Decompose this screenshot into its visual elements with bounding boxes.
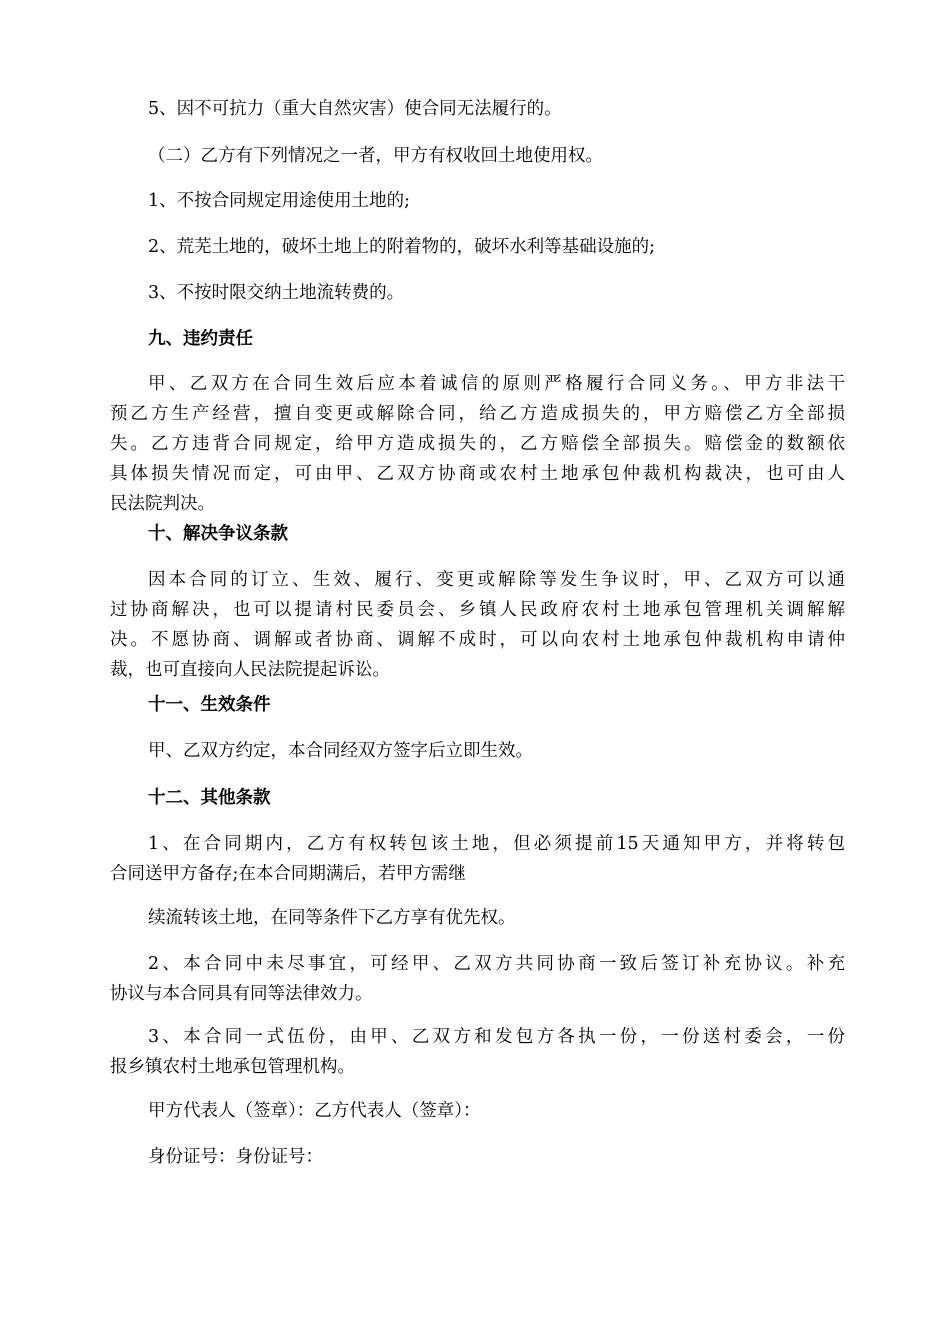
other-terms-continuation: 续流转该土地，在同等条件下乙方享有优先权。 bbox=[148, 908, 516, 928]
paragraph-line: 具体损失情况而定，可由甲、乙双方协商或农村土地承包仲裁机构裁决，也可由人 bbox=[110, 464, 845, 484]
other-terms-item-3 bbox=[110, 1022, 845, 1082]
section-heading-12: 十二、其他条款 bbox=[148, 788, 271, 808]
section-heading-11: 十一、生效条件 bbox=[148, 695, 271, 715]
section-heading-9: 九、违约责任 bbox=[148, 329, 253, 349]
paragraph-line: 3、本合同一式伍份，由甲、乙双方和发包方各执一份，一份送村委会，一份 bbox=[148, 1027, 845, 1047]
dispute-resolution-paragraph bbox=[110, 565, 845, 685]
clause-item-3: 3、不按时限交纳土地流转费的。 bbox=[148, 283, 405, 303]
section-heading-10: 十、解决争议条款 bbox=[148, 524, 288, 544]
paragraph-line: 预乙方生产经营，擅自变更或解除合同，给乙方造成损失的，甲方赔偿乙方全部损 bbox=[110, 404, 845, 424]
paragraph-line: 失。乙方违背合同规定，给甲方造成损失的，乙方赔偿全部损失。赔偿金的数额依 bbox=[110, 434, 845, 454]
paragraph-line: 决。不愿协商、调解或者协商、调解不成时，可以向农村土地承包仲裁机构申请仲 bbox=[110, 630, 845, 650]
signature-line: 甲方代表人（签章）：乙方代表人（签章）： bbox=[148, 1101, 481, 1121]
clause-item-5: 5、因不可抗力（重大自然灾害）使合同无法履行的。 bbox=[148, 99, 562, 119]
other-terms-item-2 bbox=[110, 949, 845, 1009]
clause-subsection-2: （二）乙方有下列情况之一者，甲方有权收回土地使用权。 bbox=[148, 146, 603, 166]
paragraph-line: 甲、乙双方在合同生效后应本着诚信的原则严格履行合同义务。、甲方非法干 bbox=[148, 374, 845, 394]
other-terms-item-1 bbox=[110, 829, 845, 889]
paragraph-line: 合同送甲方备存;在本合同期满后，若甲方需继 bbox=[110, 864, 466, 884]
paragraph-line: 裁，也可直接向人民法院提起诉讼。 bbox=[110, 660, 390, 680]
clause-item-1: 1、不按合同规定用途使用土地的; bbox=[148, 191, 411, 211]
id-number-line: 身份证号：身份证号： bbox=[148, 1147, 323, 1167]
breach-liability-paragraph bbox=[110, 369, 845, 519]
paragraph-line: 报乡镇农村土地承包管理机构。 bbox=[110, 1057, 355, 1077]
paragraph-line: 1、在合同期内，乙方有权转包该土地，但必须提前15天通知甲方，并将转包 bbox=[148, 834, 845, 854]
paragraph-line: 过协商解决，也可以提请村民委员会、乡镇人民政府农村土地承包管理机关调解解 bbox=[110, 600, 845, 620]
effective-condition-text: 甲、乙双方约定，本合同经双方签字后立即生效。 bbox=[148, 741, 533, 761]
clause-item-2: 2、荒芜土地的，破坏土地上的附着物的，破坏水利等基础设施的; bbox=[148, 237, 656, 257]
paragraph-line: 因本合同的订立、生效、履行、变更或解除等发生争议时，甲、乙双方可以通 bbox=[148, 570, 845, 590]
paragraph-line: 民法院判决。 bbox=[110, 494, 215, 514]
paragraph-line: 协议与本合同具有同等法律效力。 bbox=[110, 984, 373, 1004]
paragraph-line: 2、本合同中未尽事宜，可经甲、乙双方共同协商一致后签订补充协议。补充 bbox=[148, 954, 845, 974]
